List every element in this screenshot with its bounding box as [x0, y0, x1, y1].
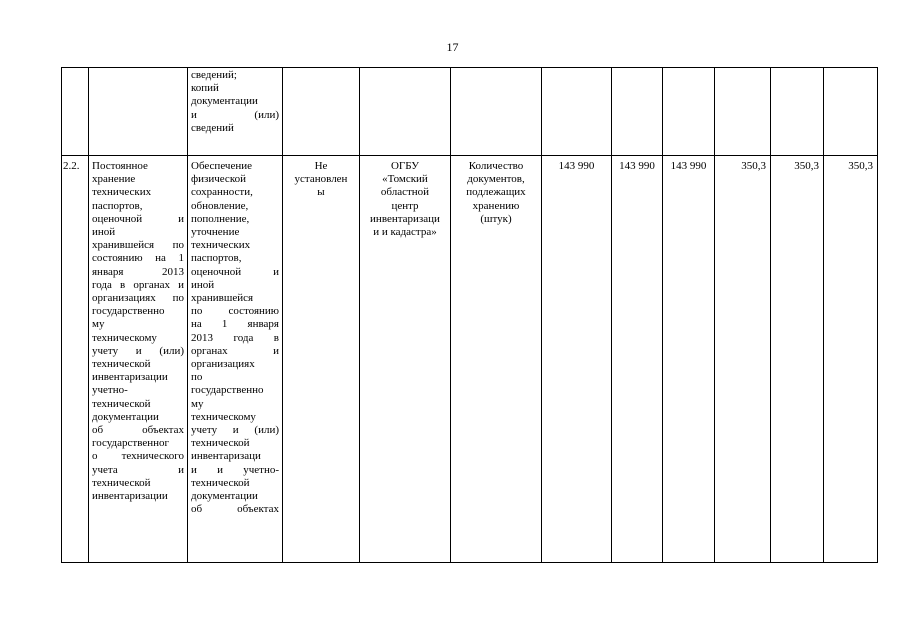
text-line: по	[191, 371, 203, 384]
text-line: (штук)	[480, 212, 512, 225]
text-line: «Томский	[382, 173, 428, 186]
page-number: 17	[446, 40, 459, 54]
text-line: января 2013	[92, 265, 184, 278]
text-line: сведений	[191, 121, 234, 134]
cell-value-6: 350,3	[824, 156, 878, 563]
cell-content	[188, 156, 283, 563]
text-line: документов,	[467, 173, 525, 186]
cell-content	[188, 68, 283, 156]
cell-requirements	[283, 68, 360, 156]
text-line: обновление,	[191, 199, 249, 212]
table-row	[62, 156, 878, 563]
text-line: хранение	[92, 173, 136, 186]
cell-executor	[360, 156, 451, 563]
text-line: подлежащих	[466, 186, 526, 199]
text-line: и и учетно-	[191, 463, 279, 476]
text-line: учету и (или)	[191, 424, 279, 437]
text-line: сохранности,	[191, 186, 253, 199]
text-line: хранившейся	[191, 292, 254, 305]
text-line: об объектах	[191, 503, 279, 516]
cell-indicator	[451, 156, 542, 563]
text-line: Количество	[468, 160, 524, 172]
text-line: хранению	[472, 199, 520, 212]
text-line: инвентаризаци	[191, 450, 261, 463]
cell-num	[62, 68, 89, 156]
text-line: инвентаризации	[92, 371, 168, 384]
text-line: паспортов,	[92, 199, 143, 212]
cell-num: 2.2.	[62, 156, 89, 563]
cell-value-3	[663, 68, 715, 156]
text-line: государственног	[92, 437, 170, 450]
text-line: государственно	[92, 305, 165, 318]
cell-value-5: 350,3	[771, 156, 824, 563]
text-line: ОГБУ	[390, 160, 420, 172]
cell-value-4: 350,3	[715, 156, 771, 563]
cell-value-1: 143 990	[542, 156, 612, 563]
cell-executor	[360, 68, 451, 156]
text-line: установлен	[294, 173, 348, 186]
cell-value-4	[715, 68, 771, 156]
text-line: учета и	[92, 463, 184, 476]
text-line: техническому	[92, 331, 157, 344]
text-line: об объектах	[92, 424, 184, 437]
text-line: по состоянию	[191, 305, 279, 318]
text-line: Не	[314, 160, 328, 172]
text-line: уточнение	[191, 226, 240, 239]
text-line: физической	[191, 173, 246, 186]
text-line: иной	[191, 278, 215, 291]
text-line: техническому	[191, 410, 256, 423]
text-line: документации	[191, 95, 258, 108]
text-line: Постоянное	[92, 160, 148, 172]
text-line: организациях	[191, 358, 255, 371]
text-line: Обеспечение	[191, 160, 252, 172]
text-line: му	[92, 318, 105, 331]
text-line: ы	[317, 186, 325, 199]
cell-value-5	[771, 68, 824, 156]
text-line: на 1 января	[191, 318, 279, 331]
text-line: государственно	[191, 384, 264, 397]
text-line: учету и (или)	[92, 344, 184, 357]
text-line: технической	[92, 358, 151, 371]
text-line: учетно-	[92, 384, 128, 397]
text-line: органах и	[191, 344, 279, 357]
text-line: копий	[191, 82, 219, 95]
cell-value-6	[824, 68, 878, 156]
text-line: технической	[92, 397, 151, 410]
text-line: инвентаризаци	[370, 212, 440, 225]
cell-value-1	[542, 68, 612, 156]
text-line: областной	[380, 186, 430, 199]
text-line: 2013 года в	[191, 331, 279, 344]
services-table	[61, 67, 878, 563]
text-line: сведений;	[191, 69, 237, 81]
text-line: и и кадастра»	[373, 226, 437, 239]
cell-name	[89, 156, 188, 563]
cell-value-2: 143 990	[612, 156, 663, 563]
cell-requirements	[283, 156, 360, 563]
text-line: документации	[92, 410, 159, 423]
text-line: иной	[92, 226, 116, 239]
text-line: и (или)	[191, 108, 279, 121]
text-line: инвентаризации	[92, 490, 168, 503]
cell-value-3: 143 990	[663, 156, 715, 563]
text-line: документации	[191, 490, 258, 503]
text-line: центр	[391, 199, 419, 212]
text-line: организациях по	[92, 292, 184, 305]
text-line: хранившейся по	[92, 239, 184, 252]
text-line: технической	[191, 437, 250, 450]
text-line: оценочной и	[92, 212, 184, 225]
text-line: оценочной и	[191, 265, 279, 278]
text-line: состоянию на 1	[92, 252, 184, 265]
text-line: технической	[191, 476, 250, 489]
cell-name	[89, 68, 188, 156]
text-line: пополнение,	[191, 212, 250, 225]
table-row	[62, 68, 878, 156]
cell-value-2	[612, 68, 663, 156]
text-line: года в органах и	[92, 278, 184, 291]
text-line: технической	[92, 476, 151, 489]
text-line: технических	[92, 186, 152, 199]
text-line: о технического	[92, 450, 184, 463]
text-line: паспортов,	[191, 252, 242, 265]
text-line: му	[191, 397, 204, 410]
cell-indicator	[451, 68, 542, 156]
text-line: технических	[191, 239, 251, 252]
